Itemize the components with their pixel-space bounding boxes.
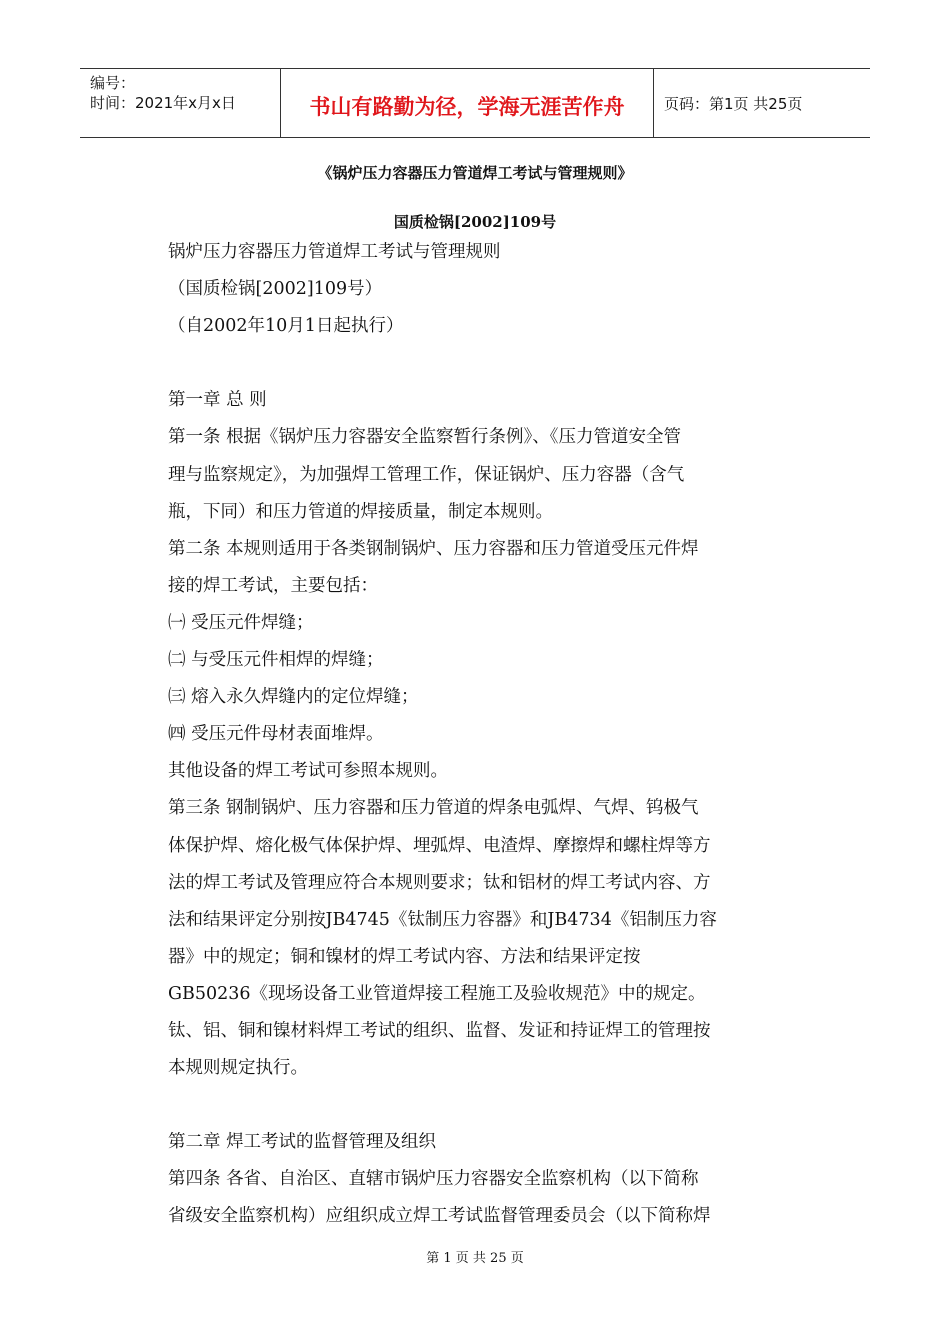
- body-line: 钛、铝、铜和镍材料焊工考试的组织、监督、发证和持证焊工的管理按: [168, 1020, 711, 1041]
- body-line: 第一条 根据《锅炉压力容器安全监察暂行条例》、《压力管道安全管: [168, 427, 682, 448]
- body-line: 其他设备的焊工考试可参照本规则。: [168, 761, 448, 782]
- body-line: 理与监察规定》，为加强焊工管理工作，保证锅炉、压力容器（含气: [168, 464, 685, 485]
- body-line: 第二条 本规则适用于各类钢制锅炉、压力容器和压力管道受压元件焊: [168, 538, 699, 559]
- body-line: ㈣ 受压元件母材表面堆焊。: [168, 724, 384, 745]
- body-line: （自2002年10月1日起执行）: [168, 316, 404, 337]
- body-line: 本规则规定执行。: [168, 1058, 308, 1079]
- body-line: [168, 345, 768, 382]
- number-label: 编号：: [90, 74, 136, 92]
- body-line: 第三条 钢制锅炉、压力容器和压力管道的焊条电弧焊、气焊、钨极气: [168, 798, 699, 819]
- body-line: （国质检锅[2002]109号）: [168, 279, 383, 300]
- body-line: 瓶，下同）和压力管道的焊接质量，制定本规则。: [168, 501, 553, 522]
- body-text: [168, 234, 768, 1236]
- body-line: 接的焊工考试，主要包括：: [168, 575, 378, 596]
- body-line: 器》中的规定；铜和镍材的焊工考试内容、方法和结果评定按: [168, 946, 641, 967]
- body-line: 体保护焊、熔化极气体保护焊、埋弧焊、电渣焊、摩擦焊和螺柱焊等方: [168, 835, 711, 856]
- chapter-heading: 第一章 总 则: [168, 390, 267, 411]
- chapter-heading: 第二章 焊工考试的监督管理及组织: [168, 1132, 437, 1153]
- motto: 书山有路勤为径，学海无涯苦作舟: [280, 69, 654, 137]
- body-line: 省级安全监察机构）应组织成立焊工考试监督管理委员会（以下简称焊: [168, 1206, 711, 1227]
- body-line: 锅炉压力容器压力管道焊工考试与管理规则: [168, 242, 501, 262]
- header-left: [80, 69, 280, 137]
- page-info: 页码：第1页 共25页: [664, 94, 803, 113]
- body-line: ㈠ 受压元件焊缝；: [168, 612, 314, 633]
- time-label: 时间：2021年x月x日: [90, 94, 236, 112]
- page-footer: 第 1 页 共 25 页: [426, 1251, 524, 1266]
- body-line: 法的焊工考试及管理应符合本规则要求；钛和铝材的焊工考试内容、方: [168, 872, 711, 893]
- body-line: ㈢ 熔入永久焊缝内的定位焊缝；: [168, 687, 419, 708]
- page-header: [80, 68, 870, 138]
- document-subtitle: 国质检锅[2002]109号: [393, 213, 557, 231]
- body-line: GB50236《现场设备工业管道焊接工程施工及验收规范》中的规定。: [168, 983, 706, 1004]
- body-line: ㈡ 与受压元件相焊的焊缝；: [168, 650, 384, 671]
- body-line: 法和结果评定分别按JB4745《钛制压力容器》和JB4734《铝制压力容: [168, 909, 717, 930]
- document-title: 《锅炉压力容器压力管道焊工考试与管理规则》: [317, 164, 633, 182]
- body-line: [168, 1087, 768, 1124]
- body-line: 第四条 各省、自治区、直辖市锅炉压力容器安全监察机构（以下简称: [168, 1169, 699, 1190]
